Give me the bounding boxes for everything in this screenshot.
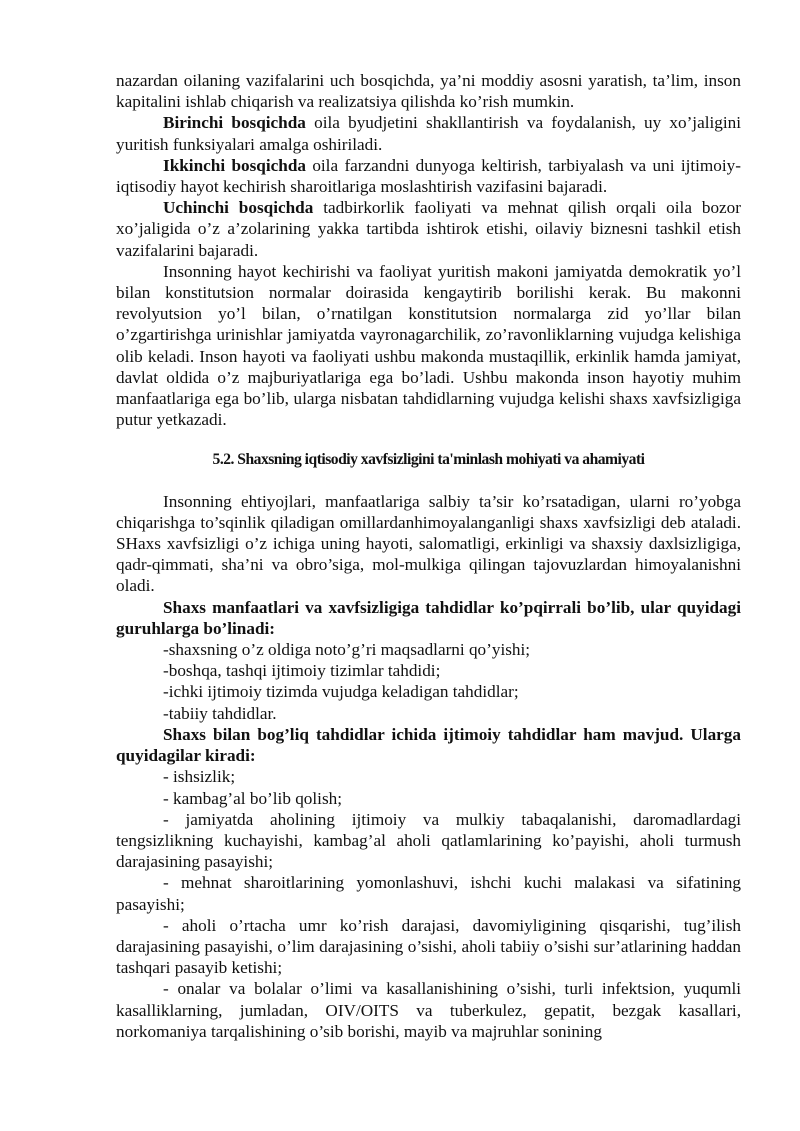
paragraph-4: [116, 197, 741, 261]
list-item: - jamiyatda aholining ijtimoiy va mulkiy tabaqalanishi, daromadlardagi tengsizlikning kuchayishi, kambag’al aholi qatlamlarining ko’payishi, aholi turmush darajasining pasayishi;: [116, 809, 741, 872]
paragraph-5: Insonning hayot kechirishi va faoliyat yuritish makoni jamiyatda demokratik yo’l bilan konstitutsion normalar doirasida kengaytirib borilishi kerak. Bu makonni revolyutsion yo’l bilan, o’rnatilgan konstitutsion normalarga zid yo’llar bilan o’zgartirishga urinishlar jamiyatda vayronagarchilik, zo’ravonliklarning vujudga kelishiga olib keladi. Inson hayoti va faoliyati ushbu makonda mustaqillik, erkinlik hamda jamiyat, davlat oldida o’z majburiyatlariga ega bo’ladi. Ushbu makonda inson hayotiy muhim manfaatlariga ega bo’lib, ularga nisbatan tahdidlarning vujudga kelishi shaxs xavfsizligiga putur yetkazadi.: [116, 261, 741, 430]
paragraph-2: [116, 112, 741, 154]
list-item: - aholi o’rtacha umr ko’rish darajasi, davomiyligining qisqarishi, tug’ilish darajasining pasayishi, o’lim darajasining o’sishi, aholi tabiiy o’sishi sur’atlarining haddan tashqari pasayib ketishi;: [116, 915, 741, 978]
list-item: -tabiiy tahdidlar.: [163, 703, 277, 723]
paragraph-3-lead: Ikkinchi bosqichda: [163, 155, 306, 175]
paragraph-7: [116, 597, 741, 639]
section-heading: 5.2. Shaxsning iqtisodiy xavfsizligini ta'minlash mohiyati va ahamiyati: [212, 451, 645, 469]
list-item: -shaxsning o’z oldiga noto’g’ri maqsadlarni qo’yishi;: [163, 640, 531, 660]
paragraph-3: [116, 155, 741, 197]
paragraph-3-text: oila farzandni dunyoga keltirish, tarbiyalash va uni ijtimoiy-iqtisodiy hayot kechirish sharoitlariga moslashtirish vazifasini bajaradi.: [116, 155, 741, 197]
paragraph-4-lead: Uchinchi bosqichda: [163, 198, 314, 218]
list-item: - onalar va bolalar o’limi va kasallanishining o’sishi, turli infektsion, yuqumli kasalliklarning, jumladan, OIV/OITS va tuberkulez, gepatit, bezgak kasallari, norkomaniya tarqalishining o’sib borishi, mayib va majruhlar sonining: [116, 979, 741, 1041]
paragraph-7-bold: Shaxs manfaatlari va xavfsizligiga tahdidlar ko’pqirrali bo’lib, ular quyidagi guruhlarga bo’linadi:: [116, 597, 741, 638]
document-page: [116, 70, 741, 1042]
paragraph-8: [116, 724, 741, 766]
paragraph-8-bold: Shaxs bilan bog’liq tahdidlar ichida ijtimoiy tahdidlar ham mavjud. Ularga quyidagilar kiradi:: [116, 724, 741, 766]
paragraph-4-text: tadbirkorlik faoliyati va mehnat qilish orqali oila bozor xo’jaligida o’z a’zolarining yakka tartibda ishtirok etishi, oilaviy biznesni tashkil etish vazifalarini bajaradi.: [116, 198, 741, 260]
paragraph-2-text: oila byudjetini shakllantirish va foydalanish, uy xo’jaligini yuritish funksiyalari amalga oshiriladi.: [116, 113, 741, 154]
list-item: -boshqa, tashqi ijtimoiy tizimlar tahdidi;: [163, 661, 441, 681]
paragraph-6: Insonning ehtiyojlari, manfaatlariga salbiy ta’sir ko’rsatadigan, ularni ro’yobga chiqarishga to’sqinlik qiladigan omillardanhimoyalanganligi shaxs xavfsizligi deb ataladi. SHaxs xavfsizligi o’z ichiga uning hayoti, salomatligi, erkinligi va shaxsiy daxlsizligiga, qadr-qimmati, sha’ni va obro’siga, mol-mulkiga qilingan tajovuzlardan himoyalanishni oladi.: [116, 491, 741, 596]
list-item: - kambag’al bo’lib qolish;: [163, 788, 343, 808]
paragraph-2-lead: Birinchi bosqichda: [163, 113, 306, 133]
list-item: - mehnat sharoitlarining yomonlashuvi, ishchi kuchi malakasi va sifatining pasayishi;: [116, 873, 741, 914]
list-item: -ichki ijtimoiy tizimda vujudga keladigan tahdidlar;: [163, 682, 519, 702]
paragraph-1: nazardan oilaning vazifalarini uch bosqichda, ya’ni moddiy asosni yaratish, ta’lim, inson kapitalini ishlab chiqarish va realizatsiya qilishda ko’rish mumkin.: [116, 71, 741, 112]
list-item: - ishsizlik;: [163, 767, 236, 787]
